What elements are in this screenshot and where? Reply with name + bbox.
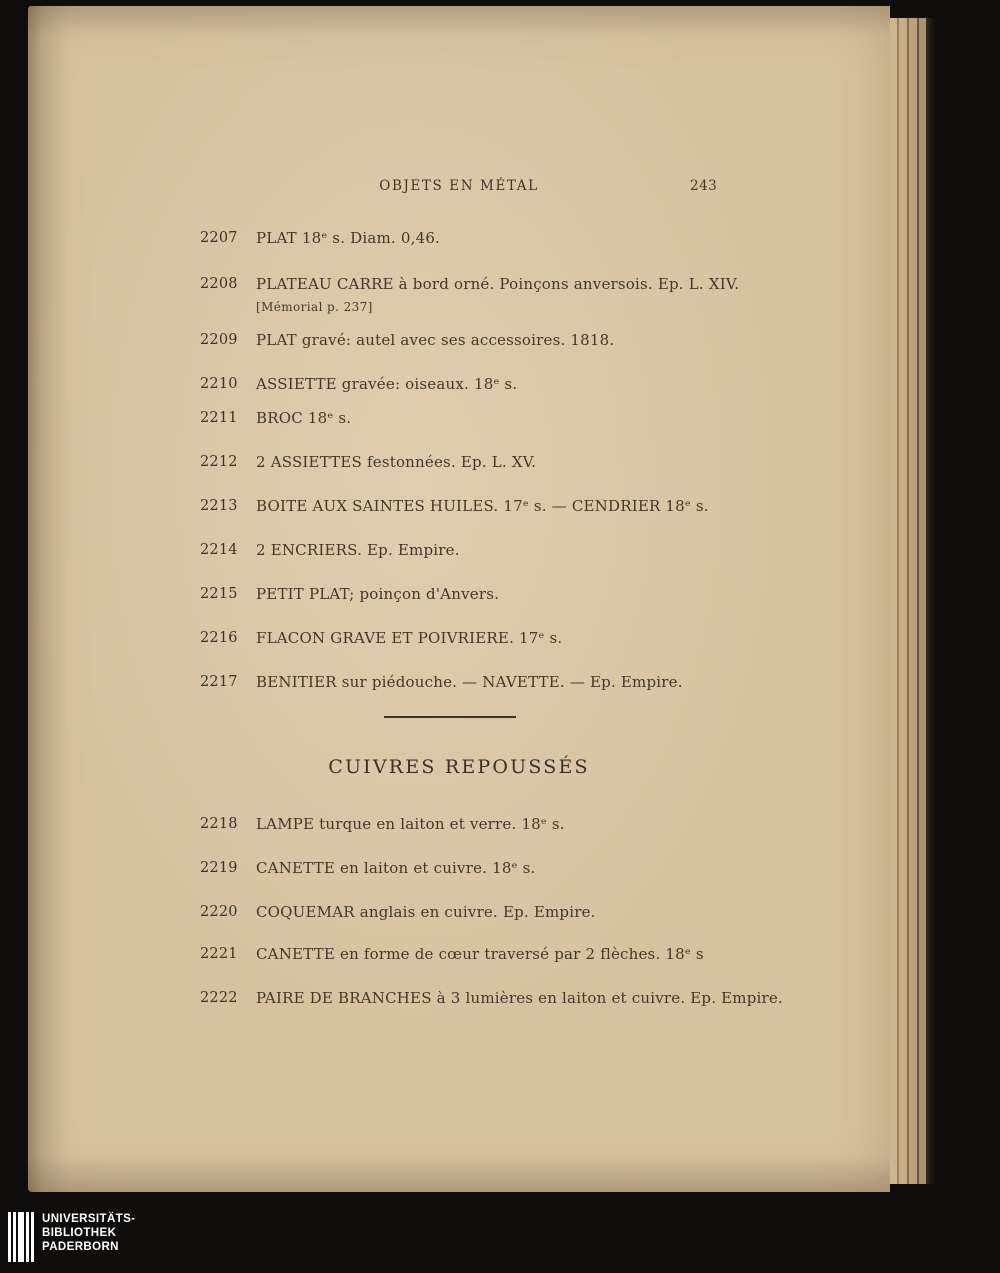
entry-number: 2219: [200, 860, 238, 876]
barcode-icon: [8, 1212, 34, 1262]
entry-number: 2212: [200, 454, 238, 470]
running-title: OBJETS EN MÉTAL: [379, 178, 539, 194]
entry-number: 2209: [200, 332, 238, 348]
library-name-line3: PADERBORN: [42, 1241, 119, 1253]
entry-number: 2218: [200, 816, 238, 832]
section-title: CUIVRES REPOUSSÉS: [328, 756, 590, 778]
entry-text: PLATEAU CARRE à bord orné. Poinçons anversois. Ep. L. XIV.: [256, 275, 740, 293]
library-watermark: [8, 1212, 135, 1262]
entry-number: 2222: [200, 990, 238, 1006]
page-number: 243: [690, 178, 718, 194]
entry-text: CANETTE en forme de cœur traversé par 2 flèches. 18ᵉ s: [256, 945, 704, 963]
entry-number: 2220: [200, 904, 238, 920]
library-name-line2: BIBLIOTHEK: [42, 1227, 117, 1239]
entry-text: CANETTE en laiton et cuivre. 18ᵉ s.: [256, 859, 536, 877]
entry-text: BOITE AUX SAINTES HUILES. 17ᵉ s. — CENDRIER 18ᵉ s.: [256, 497, 709, 515]
entry-text: COQUEMAR anglais en cuivre. Ep. Empire.: [256, 903, 596, 921]
entry-number: 2215: [200, 586, 238, 602]
entry-text: BENITIER sur piédouche. — NAVETTE. — Ep. Empire.: [256, 673, 683, 691]
entry-text: LAMPE turque en laiton et verre. 18ᵉ s.: [256, 815, 565, 833]
catalog-entry: [200, 988, 840, 1008]
catalog-entry: [200, 584, 840, 604]
catalog-entry: [200, 944, 840, 964]
page-header: [28, 178, 890, 194]
catalog-entry: [200, 858, 840, 878]
entry-text: BROC 18ᵉ s.: [256, 409, 352, 427]
entry-number: 2217: [200, 674, 238, 690]
entry-text: PAIRE DE BRANCHES à 3 lumières en laiton et cuivre. Ep. Empire.: [256, 989, 783, 1007]
entry-number: 2210: [200, 376, 238, 392]
entry-text: FLACON GRAVE ET POIVRIERE. 17ᵉ s.: [256, 629, 563, 647]
catalog-entry: [200, 452, 840, 472]
entry-number: 2213: [200, 498, 238, 514]
entry-text: 2 ASSIETTES festonnées. Ep. L. XV.: [256, 453, 537, 471]
entry-number: 2214: [200, 542, 238, 558]
library-name-line1: UNIVERSITÄTS-: [42, 1213, 136, 1225]
catalog-entry: [200, 628, 840, 648]
book-page: [28, 6, 890, 1192]
catalog-entry: [200, 330, 840, 350]
entry-number: 2207: [200, 230, 238, 246]
entry-note: [Mémorial p. 237]: [256, 300, 373, 314]
catalog-entry: [200, 374, 840, 394]
catalog-entry: [200, 274, 840, 317]
entry-text: 2 ENCRIERS. Ep. Empire.: [256, 541, 460, 559]
entry-number: 2208: [200, 276, 238, 292]
entry-text: PETIT PLAT; poinçon d'Anvers.: [256, 585, 500, 603]
entry-number: 2216: [200, 630, 238, 646]
catalog-entry: [200, 540, 840, 560]
catalog-entry: [200, 814, 840, 834]
library-name: [42, 1212, 135, 1254]
catalog-entry: [200, 408, 840, 428]
entry-text: ASSIETTE gravée: oiseaux. 18ᵉ s.: [256, 375, 518, 393]
entry-number: 2221: [200, 946, 238, 962]
book-page-edges: [890, 18, 936, 1184]
catalog-entry: [200, 496, 840, 516]
section-divider: [384, 716, 516, 718]
entry-number: 2211: [200, 410, 238, 426]
catalog-entry: [200, 228, 840, 248]
entry-text: PLAT gravé: autel avec ses accessoires. 1818.: [256, 331, 615, 349]
catalog-entry: [200, 672, 840, 692]
catalog-entry: [200, 902, 840, 922]
entry-text: PLAT 18ᵉ s. Diam. 0,46.: [256, 229, 441, 247]
